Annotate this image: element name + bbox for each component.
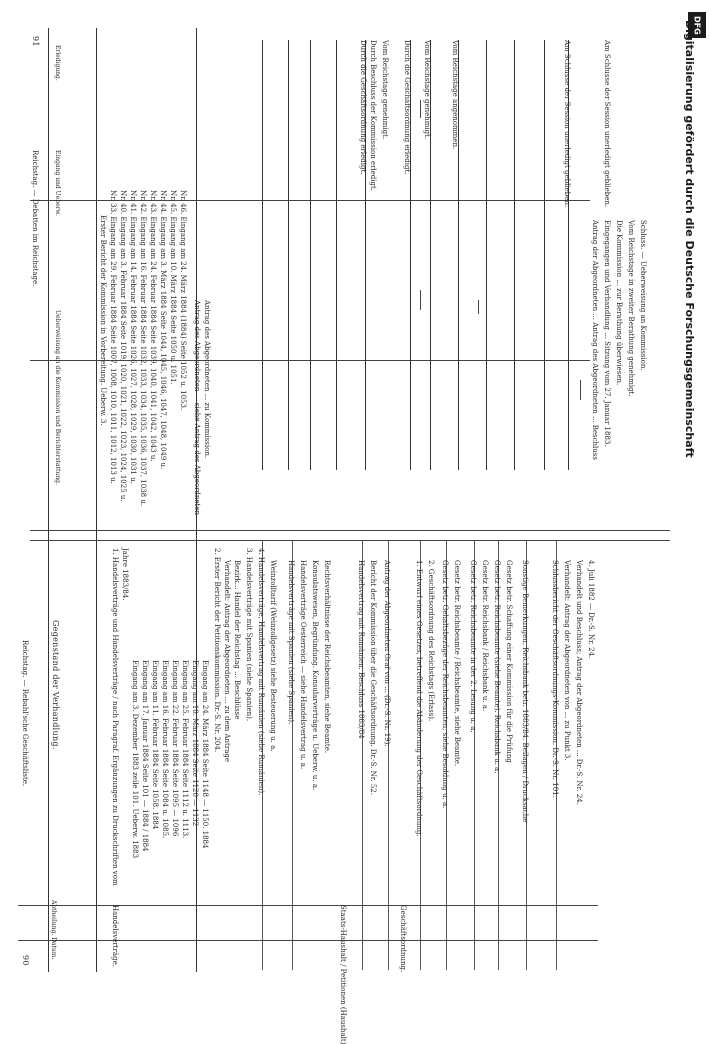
left-line: Handelsverträge Oesterreich — siehe Handelsvertrag u. a. xyxy=(299,560,307,770)
left-page-running-head: Reichstag. — Rebahl'sche Geschäftsliste. xyxy=(21,640,29,787)
right-line: Nr. 41. Eingang am 14. Februar 1884 Seite 1026, 1027, 1028, 1029, 1030, 1031 u. xyxy=(129,190,137,484)
left-line: 2. Erster Bericht der Petitionskommission. Dr.-S. Nr. 204. xyxy=(213,548,221,753)
right-line: Durch Beschluss der Kommission erledigt. xyxy=(369,40,377,192)
left-line: Gesetz betr. Reichsbeamte (siehe Beamte). Reichsbank u. a. xyxy=(493,560,501,774)
left-line: 3. Handelsverträge mit Spanien (siehe Spanien). xyxy=(245,548,253,722)
left-line: Jahre 1883/84. xyxy=(121,548,129,601)
digitization-banner-text: Digitalisierung gefördert durch die Deutsche Forschungsgemeinschaft xyxy=(683,20,696,458)
left-line: Gesetz betr. Gehaltsbezüge der Reichsbeamten, siehe Besoldung u. a. xyxy=(441,560,449,809)
left-line: Handelsvertrag mit Rumänien. Beschluss 1883/84 xyxy=(357,560,365,739)
left-line: 1. Entwurf eines Gesetzes, betreffend die Abänderung der Geschäftsordnung. xyxy=(415,560,423,837)
column-separator xyxy=(30,530,670,531)
right-line: Erster Bericht der Kommission in Vorbereitung. Ueberw. 3. xyxy=(99,215,107,426)
left-line: Gesetz betr. Reichsbeamte in der 2. Lesung u. a. xyxy=(469,560,477,733)
left-column-head-2: Gegenstand der Verhandlung. xyxy=(51,620,60,750)
column-separator xyxy=(18,940,598,941)
right-line: Vom Reichstage in zweiter Berathung genehmigt. xyxy=(627,220,635,397)
right-page-rule xyxy=(96,28,97,972)
left-line: Verhandelt: Antrag der Abgeordneten von ... zu Punkt 3. xyxy=(563,560,571,761)
ink-mark xyxy=(420,100,421,118)
left-line: Eingang am 3. Dezember 1883 zeile 101. Ueberw. 1883 xyxy=(131,660,139,859)
left-line: Weinzolltarif (Weinzollgesetz) siehe Besteuerung u. a. xyxy=(269,560,277,752)
left-line: Verhandelt: Antrag der Abgeordneten ... zu dem Antrage xyxy=(223,560,231,763)
right-page-rule xyxy=(48,28,49,972)
right-page-rule xyxy=(288,40,289,470)
right-line: Vom Reichstage angenommen. xyxy=(451,40,459,150)
left-line: Eingang am 10. März 1884 Seite 1120 — 1132 xyxy=(191,660,199,827)
left-line: Staats-Haushalt / Petitionen (Haushalt) xyxy=(339,905,347,1044)
left-line: Gesetz betr. Reichsbank / Reichsbank u. a. xyxy=(481,560,489,712)
right-line: Am Schlusse der Session unerledigt geblieben. xyxy=(603,40,611,208)
left-line: Antrag der Abgeordneten Graf von ... (Dr.-S. Nr. 19). xyxy=(383,560,391,747)
right-line: Nr. 44. Eingang am 3. März 1884 Seite 1044, 1045, 1046, 1047, 1048, 1049 u. xyxy=(159,190,167,470)
left-page-number: 90 xyxy=(21,955,30,966)
right-page-rule xyxy=(514,40,515,470)
right-line: Nr. 33. Eingang am 29. Februar 1884 Seite 1007, 1008, 1010, 1011, 1012, 1013 u. xyxy=(109,190,117,484)
right-page-running-head: Reichstag. — Debatten im Reichstage. xyxy=(31,150,39,287)
right-line: Eingegangen und Verhandlung ... Sitzung vom 27. Januar 1883. xyxy=(603,220,611,447)
left-line: Schlussbericht der Geschäftsordnungs-Kommission. Dr.-S. Nr. 101. xyxy=(551,560,559,798)
left-column-head-1: Abtheilung. Datum. xyxy=(50,900,57,960)
right-line: Nr. 45. Eingang am 10. März 1884 Seite 1050 u. 1051. xyxy=(169,190,177,385)
right-line: Nr. 46. Eingang am 24. März 1884 (1884) Seite 1052 u. 1053. xyxy=(179,190,187,411)
left-line: 4. Handelsverträge, Handelsvertrag mit Rumänien (siehe Rumänien). xyxy=(257,548,265,796)
right-line: Nr. 42. Eingang am 16. Februar 1884 Seite 1032, 1033, 1034, 1035, 1036, 1037, 1038 u. xyxy=(139,190,147,507)
column-separator xyxy=(30,540,670,541)
ink-mark xyxy=(478,300,479,314)
left-line: Gesetz betr. Reichsbeamte / Reichsbeamte, siehe Beamte. xyxy=(453,560,461,767)
left-line: Sonstige Bemerkungen. Reichsbank betr. 1883/84. Beilagen / Drucksache xyxy=(521,560,529,823)
left-line: Gesetz betr. Schaffung einer Kommission für die Prüfung xyxy=(505,560,513,763)
left-line: 1. Handelsverträge und Handelsverträge / nach Paragraf. Ergänzungen zu Druckschriften vom xyxy=(111,548,119,886)
column-separator xyxy=(18,905,598,906)
left-line: Eingang am 22. Februar 1884 Seite 1095 — 1096 xyxy=(171,660,179,837)
right-page-rule xyxy=(486,40,487,470)
right-column-head-2: Eingang und Ueberw. xyxy=(54,150,61,216)
right-line: Nr. 43. Eingang am 24. Februar 1884 Seite 1039, 1040, 1041, 1042, 1043 u. xyxy=(149,190,157,462)
right-line: Antrag der Abgeordneten ... Antrag des Abgeordneten ... Beschluss xyxy=(591,220,599,460)
left-line: Geschäftsordnung. xyxy=(399,905,407,973)
right-line: Antrag des Abgeordneten ... zu Kommission. xyxy=(203,300,211,459)
right-column-head-3: Erledigung. xyxy=(54,45,61,81)
right-line: Antrag des Abgeordneten — siehe Antrag des Abgeordneten xyxy=(193,300,201,516)
left-line: 4. Juli 1882 — Dr.-S. Nr. 24. xyxy=(587,560,595,659)
right-page-rule xyxy=(544,40,545,470)
right-page-rule xyxy=(310,40,311,470)
left-line: Eingang am 24. März 1884 Seite 1148 — 1150. 1884 xyxy=(201,660,209,849)
left-line: Rechtsverhältnisse der Reichsbeamten, siehe Beamte. xyxy=(323,560,331,754)
right-line: Schluss. — Ueberweisung an Kommission. xyxy=(639,220,647,371)
right-page-rule xyxy=(336,40,337,470)
left-line: Verhandelt und Beschluss; Antrag der Abgeordneten ... Dr.-S. Nr. 24. xyxy=(575,560,583,805)
left-line: Handelsverträge. xyxy=(111,905,119,967)
right-line: Am Schlusse der Session unerledigt geblieben. xyxy=(563,40,571,208)
right-line: Durch die Geschäftsordnung erledigt. xyxy=(403,40,411,175)
right-line: Vom Reichstage genehmigt. xyxy=(423,40,431,140)
right-line: Die Kommission ... zur Berathung überwiesen. xyxy=(615,220,623,386)
right-column-head-1: Ueberweisung an die Kommission und Berichterstattung. xyxy=(54,310,61,485)
right-page-rule xyxy=(262,40,263,470)
left-line: Bezirk... Handel der Reichstag ... Beschlüsse xyxy=(233,560,241,720)
left-line: Konsulatswesen, Begründung. Konsularverträge u. Ueberw. u. a. xyxy=(311,560,319,791)
right-page-number: 91 xyxy=(31,36,40,47)
left-line: Bericht der Kommission über die Geschäftsordnung. Dr.-S. Nr. 52. xyxy=(369,560,377,795)
ink-mark xyxy=(580,380,581,400)
left-line: Eingang am 25. Februar 1884 Seite 1112 u. 1113. xyxy=(181,660,189,839)
left-line: Eingang am 11. Februar 1884 Seite 1058. 1884 xyxy=(151,660,159,830)
dfg-logo: DFG xyxy=(688,12,706,38)
ink-mark xyxy=(420,290,421,310)
left-line: Eingang am 16. Februar 1884 Seite 1084 u. 1085. xyxy=(161,660,169,839)
left-line: Eingang am 17. Januar 1884 Seite 101 — 1884 / 1884 xyxy=(141,660,149,852)
right-line: Nr. 40. Eingang am 3. Februar 1884 Seite 1019, 1020, 1021, 1022, 1023, 1024, 1025 u. xyxy=(119,190,127,502)
right-line: Durch die Geschäftsordnung erledigt. xyxy=(359,40,367,175)
left-line: 2. Geschäftsordnung des Reichstags (Erlass). xyxy=(427,560,435,722)
left-line: Handelsverträge mit Spanien (siehe Spanien). xyxy=(287,560,295,725)
right-line: Vom Reichstage genehmigt. xyxy=(381,40,389,140)
